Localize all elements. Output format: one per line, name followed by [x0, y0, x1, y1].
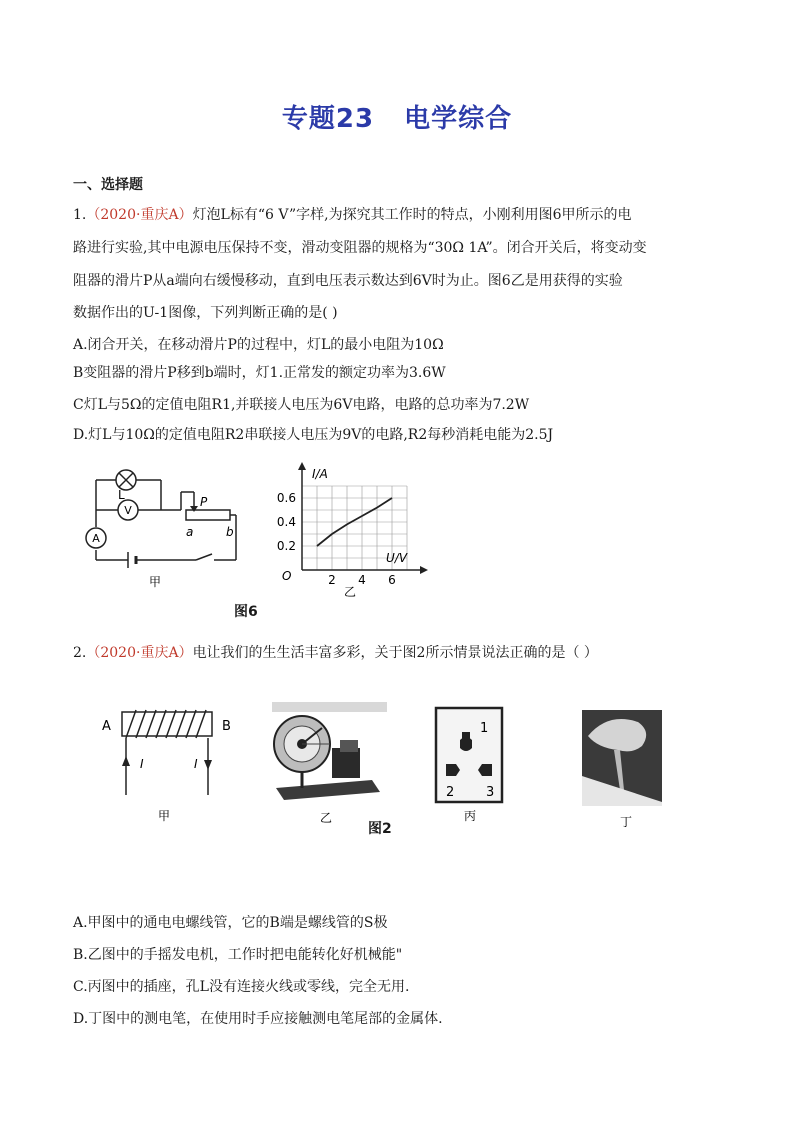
current-left-label: I: [140, 757, 144, 771]
solenoid-caption: 甲: [158, 809, 171, 823]
generator-caption: 乙: [320, 811, 333, 825]
y-axis-label: I/A: [312, 467, 328, 481]
circuit-caption: 甲: [149, 575, 162, 589]
solenoid-right-label: B: [222, 719, 231, 734]
section-heading: 一、选择题: [73, 177, 143, 193]
q1-option-d: D.灯L与10Ω的定值电阻R2串联接人电压为9V的电路,R2每秒消耗电能为2.5J: [73, 427, 554, 443]
q1-option-b: B变阻器的滑片P移到b端时，灯1.正常发的额定功率为3.6W: [73, 365, 446, 381]
socket-caption: 丙: [464, 809, 477, 823]
slider-arrow-icon: [190, 506, 198, 512]
tester-figure: [578, 706, 668, 832]
slider-label: P: [200, 495, 208, 509]
q2-option-a: A.甲图中的通电电螺线管，它的B端是螺线管的S极: [73, 915, 388, 931]
q1-source: （2020·重庆A）: [86, 207, 193, 223]
title-sub: 电学综合: [404, 104, 513, 134]
hole-1-label: 1: [480, 721, 489, 736]
q1-text2: 路进行实验,其中电源电压保持不变，滑动变阻器的规格为“30Ω 1A”。闭合开关后，将变动变: [73, 240, 647, 256]
q1-text3: 阻器的滑片P从a端向右缓慢移动，直到电压表示数达到6V时为止。图6乙是用获得的实验: [73, 273, 623, 289]
q2-option-d: D.丁图中的测电笔，在使用时手应接触测电笔尾部的金属体.: [73, 1011, 443, 1027]
lamp-label: L: [118, 488, 125, 502]
arrow-up-icon: [122, 756, 130, 766]
voltmeter-label: V: [124, 504, 132, 517]
iu-graph: [272, 462, 432, 600]
q2-option-b: B.乙图中的手摇发电机，工作时把电能转化好机械能": [73, 947, 403, 963]
x-tick-label: 2: [328, 573, 336, 587]
solenoid-coil: [126, 710, 206, 738]
q2-text: 电让我们的生生活丰富多彩，关于图2所示情景说法正确的是（ ）: [192, 645, 598, 661]
q1-option-a: A.闭合开关，在移动滑片P的过程中，灯L的最小电阻为10Ω: [73, 337, 444, 353]
origin-label: O: [282, 569, 292, 583]
title-main: 专题23: [281, 104, 375, 134]
x-tick-label: 6: [388, 573, 396, 587]
generator-figure: [262, 700, 392, 830]
x-tick-label: 4: [358, 573, 366, 587]
y-tick-label: 0.6: [276, 491, 296, 505]
y-tick-label: 0.4: [276, 515, 296, 529]
y-tick-label: 0.2: [276, 539, 296, 553]
ammeter-label: A: [92, 532, 100, 545]
end-b-label: b: [226, 525, 234, 539]
q1-line1: [73, 204, 632, 224]
circuit-diagram: [76, 462, 251, 592]
tester-caption: 丁: [620, 815, 633, 829]
figure-2-caption: 图2: [368, 821, 392, 837]
q1-option-c: C灯L与5Ω的定值电阻R1,并联接人电压为6V电路，电路的总功率为7.2W: [73, 397, 530, 413]
lamp-symbol: [116, 470, 136, 490]
figure-6-caption: 图6: [234, 604, 258, 620]
q2-line1: [73, 642, 598, 662]
q2-number: 2.: [73, 645, 87, 661]
q2-source: （2020·重庆A）: [86, 645, 193, 661]
arrow-down-icon: [204, 760, 212, 770]
q1-number: 1.: [73, 207, 87, 223]
q1-text4: 数据作出的U-1图像，下列判断正确的是( ): [73, 305, 338, 321]
q2-option-c: C.丙图中的插座，孔L没有连接火线或零线，完全无用.: [73, 979, 410, 995]
hole-3-label: 3: [486, 785, 495, 800]
hole-2-label: 2: [446, 785, 455, 800]
solenoid-left-label: A: [102, 719, 111, 734]
end-a-label: a: [186, 525, 194, 539]
x-axis-label: U/V: [386, 551, 408, 565]
solenoid-figure: [98, 700, 248, 830]
page-title: [0, 98, 794, 135]
q1-text1: 灯泡L标有“6 V”字样,为探究其工作时的特点，小刚利用图6甲所示的电: [192, 207, 632, 223]
current-right-label: I: [194, 757, 198, 771]
socket-figure: [426, 704, 516, 828]
graph-caption: 乙: [344, 585, 357, 599]
